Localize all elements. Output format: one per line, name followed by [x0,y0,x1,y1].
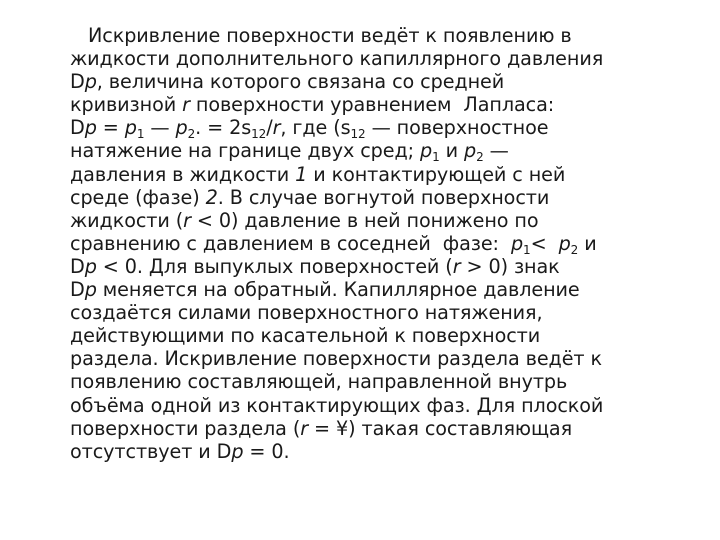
text-line-2: жидкости дополнительного капиллярного давления [70,47,604,71]
text-line-8: среде (фазе) 2. В случае вогнутой поверхности [70,185,550,209]
text-line-17: объёма одной из контактирующих фаз. Для плоской [70,393,604,417]
text-line-1: Искривление поверхности ведёт к появлению в [88,24,572,47]
text-line-15: раздела. Искривление поверхности раздела ведёт к [70,347,602,371]
text-line-6: натяжение на границе двух сред; $p_1$ и $p_2$ — [70,139,509,165]
text-line-5: $Dp = p_1$ — $p_2$. = $2s_{12}/r$, где ($s_{12}$ — поверхностное [70,116,549,142]
text-line-12: Dp меняется на обратный. Капиллярное давление [70,278,580,302]
paragraph [70,24,690,463]
text-line-18: поверхности раздела (r = ¥) такая составляющая [70,416,573,440]
text-line-9: жидкости (r < 0) давление в ней понижено по [70,208,539,232]
text-line-3: Dp, величина которого связана со средней [70,70,505,94]
text-line-7: давления в жидкости 1 и контактирующей с ней [70,162,566,186]
text-line-16: появлению составляющей, направленной внутрь [70,370,568,394]
text-line-11: Dp < 0. Для выпуклых поверхностей (r > 0) знак [70,254,560,278]
text-line-10: сравнению с давлением в соседней фазе: $p_1< p_2$ и [70,231,597,257]
text-line-4: кривизной r поверхности уравнением Лапласа: [70,93,555,117]
text-line-13: создаётся силами поверхностного натяжения, [70,301,543,325]
text-line-14: действующими по касательной к поверхности [70,324,541,348]
text-line-19: отсутствует и Dp = 0. [70,439,290,463]
